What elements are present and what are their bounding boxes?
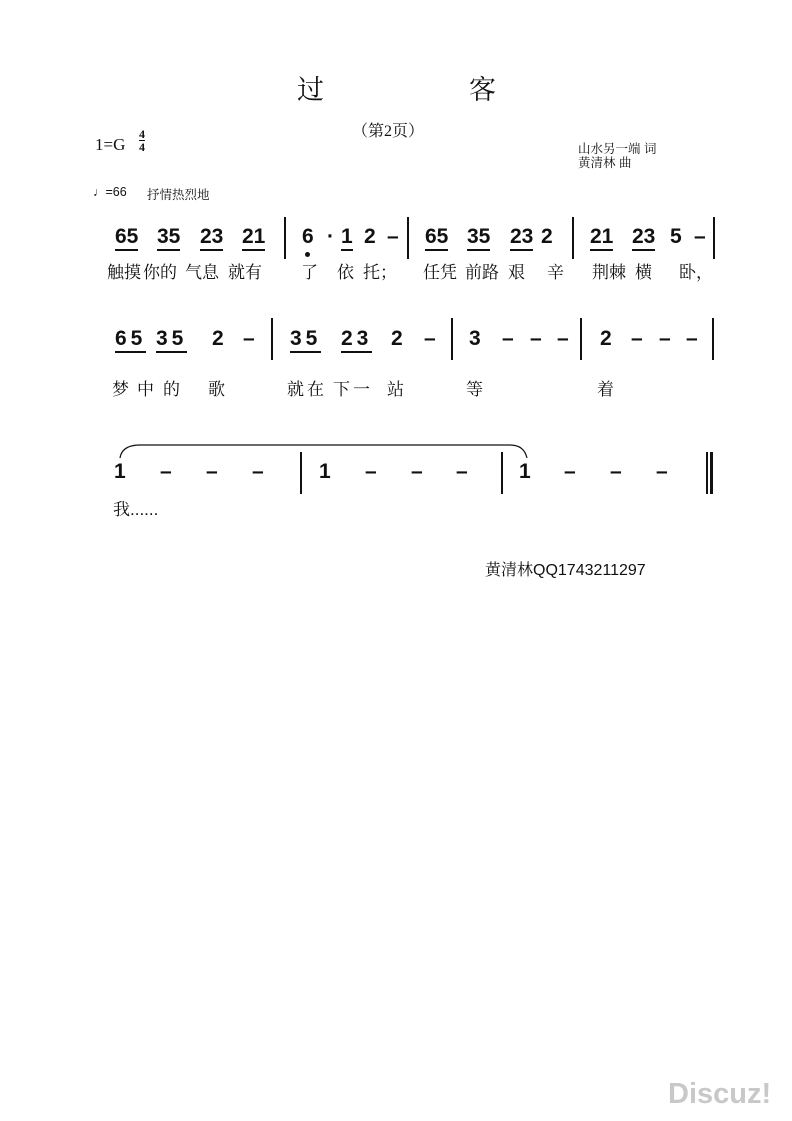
barline [712, 318, 714, 360]
dash: – [365, 460, 377, 483]
final-barline-thick [710, 452, 713, 494]
lyric: 着 [597, 380, 614, 399]
dash: – [659, 327, 671, 350]
note: 23 [632, 226, 655, 251]
dash: – [456, 460, 468, 483]
expression-marking: 抒情热烈地 [147, 188, 210, 202]
dash: – [160, 460, 172, 483]
barline [501, 452, 503, 494]
note: 2 [391, 327, 403, 350]
note: 5 [670, 225, 682, 248]
note: 2 [600, 327, 612, 350]
dash: – [686, 327, 698, 350]
watermark: Discuz! [668, 1078, 772, 1110]
barline [300, 452, 302, 494]
note: 2 [541, 225, 553, 248]
note: 35 [467, 226, 490, 251]
lyric: 横 [635, 263, 652, 282]
dash: – [387, 225, 399, 248]
dash: – [631, 327, 643, 350]
lyric: 依 [337, 263, 354, 282]
note: 65 [425, 226, 448, 251]
lyric: 我...... [113, 500, 159, 519]
lyric: 卧， [679, 263, 713, 282]
note: 1 [319, 460, 331, 483]
lyricist-credit: 山水另一端 词 [578, 142, 657, 156]
lyric: 站 [387, 380, 404, 399]
lyric: 托； [363, 263, 397, 282]
time-signature [139, 128, 145, 153]
dash: – [502, 327, 514, 350]
dash: – [206, 460, 218, 483]
dash: – [694, 225, 706, 248]
note: 23 [510, 226, 533, 251]
note: 23 [200, 226, 223, 251]
dot-mark: · [327, 225, 334, 248]
barline [451, 318, 453, 360]
time-bottom: 4 [139, 140, 145, 154]
note: 65 [115, 226, 138, 251]
lyric: 前路 [465, 263, 499, 282]
lyric: 艰 [508, 263, 525, 282]
page-number: （第2页） [352, 123, 425, 140]
lyric: 辛 [547, 263, 564, 282]
note: 1 [519, 460, 531, 483]
note: 1 [114, 460, 126, 483]
lyric: 荆棘 [592, 263, 626, 282]
title-char-1: 过 [297, 75, 324, 105]
dash: – [610, 460, 622, 483]
low-octave-dot [305, 252, 310, 257]
barline [713, 217, 715, 259]
lyric: 歌 [208, 380, 225, 399]
lyric: 就有 [228, 263, 262, 282]
note: 2 [364, 225, 376, 248]
key-signature: 1=G [95, 135, 126, 154]
note: 6 [302, 225, 314, 248]
note: 35 [156, 328, 187, 353]
dash: – [243, 327, 255, 350]
lyric: 梦 [112, 380, 129, 399]
lyric: 等 [466, 380, 483, 399]
barline [284, 217, 286, 259]
barline [271, 318, 273, 360]
lyric: 触摸 [107, 263, 141, 282]
dash: – [656, 460, 668, 483]
time-top: 4 [139, 127, 145, 141]
note: 1 [341, 226, 353, 251]
dash: – [557, 327, 569, 350]
note: 23 [341, 328, 372, 353]
dash: – [530, 327, 542, 350]
title-char-2: 客 [469, 75, 496, 105]
lyric: 中 [137, 380, 154, 399]
note: 21 [590, 226, 613, 251]
dash: – [564, 460, 576, 483]
lyric: 你的 [143, 263, 177, 282]
note: 2 [212, 327, 224, 350]
composer-credit: 黄清林 曲 [578, 156, 632, 170]
note: 35 [157, 226, 180, 251]
lyric: 气息 [185, 263, 219, 282]
lyric: 下一 [333, 380, 373, 399]
lyric: 的 [163, 380, 180, 399]
barline [572, 217, 574, 259]
lyric: 任凭 [423, 263, 457, 282]
dash: – [252, 460, 264, 483]
barline [580, 318, 582, 360]
dash: – [411, 460, 423, 483]
slur [110, 440, 540, 460]
lyric: 了 [301, 263, 318, 282]
tempo-marking: ♩=66 [93, 185, 127, 199]
note: 21 [242, 226, 265, 251]
note: 3 [469, 327, 481, 350]
dash: – [424, 327, 436, 350]
note: 35 [290, 328, 321, 353]
final-barline [706, 452, 708, 494]
barline [407, 217, 409, 259]
signature: 黄清林QQ1743211297 [485, 562, 646, 579]
lyric: 就在 [287, 380, 327, 399]
note: 65 [115, 328, 146, 353]
